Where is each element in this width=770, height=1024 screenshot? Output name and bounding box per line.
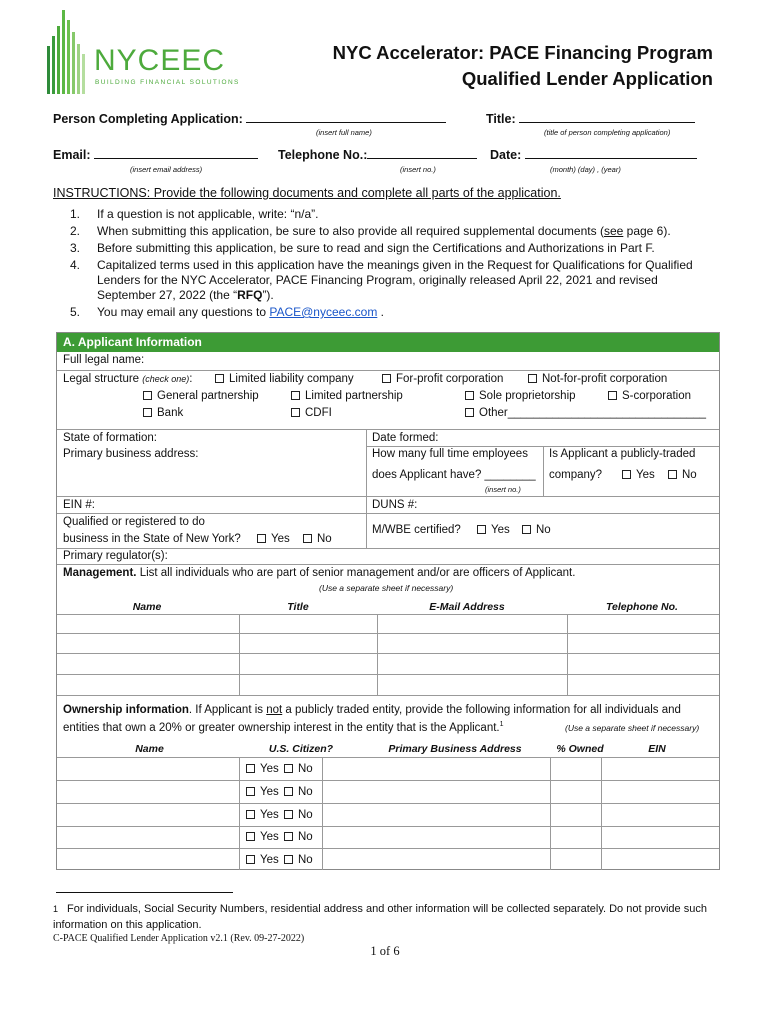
- mgmt-col-title: Title: [287, 601, 309, 613]
- citizen-row-1[interactable]: Yes No: [246, 763, 313, 775]
- email-field[interactable]: Email:: [53, 147, 258, 162]
- state-of-formation-field[interactable]: State of formation:: [63, 432, 157, 444]
- checkbox-icon: [668, 470, 677, 479]
- document-id: C-PACE Qualified Lender Application v2.1 (Rev. 09-27-2022): [53, 933, 305, 944]
- ownership-separate-sheet: (Use a separate sheet if necessary): [565, 723, 700, 733]
- checkbox-icon: [608, 391, 617, 400]
- option-llc[interactable]: Limited liability company: [215, 373, 354, 385]
- option-limited-partnership[interactable]: Limited partnership: [291, 390, 403, 402]
- duns-field[interactable]: DUNS #:: [372, 499, 418, 511]
- checkbox-icon: [291, 391, 300, 400]
- instructions-list: [70, 207, 720, 322]
- checkbox-icon: [522, 525, 531, 534]
- mgmt-col-name: Name: [132, 601, 162, 613]
- employees-input[interactable]: does Applicant have? ________: [372, 469, 536, 481]
- title-field[interactable]: Title:: [486, 111, 695, 126]
- checkbox-icon: [284, 787, 293, 796]
- ein-field[interactable]: EIN #:: [63, 499, 95, 511]
- qualified-question-2: business in the State of New York?: [63, 533, 241, 545]
- page-title-line2: Qualified Lender Application: [461, 68, 713, 89]
- option-general-partnership[interactable]: General partnership: [143, 390, 259, 402]
- checkbox-icon: [246, 810, 255, 819]
- own-col-ein: EIN: [648, 743, 666, 755]
- mwbe-no-option[interactable]: No: [522, 524, 551, 536]
- mgmt-col-email: E-Mail Address: [429, 601, 505, 613]
- footnote-divider: [56, 892, 233, 893]
- ownership-heading-2: entities that own a 20% or greater ownership interest in the entity that is the Applicant.$^1$: [63, 721, 504, 734]
- option-not-for-profit[interactable]: Not-for-profit corporation: [528, 373, 667, 385]
- telephone-hint: (insert no.): [400, 165, 436, 174]
- title-hint: (title of person completing application): [544, 128, 671, 137]
- public-no-option[interactable]: No: [668, 469, 697, 481]
- person-completing-field[interactable]: Person Completing Application:: [53, 111, 446, 126]
- option-bank[interactable]: Bank: [143, 407, 183, 419]
- section-a-header: A. Applicant Information: [57, 333, 719, 352]
- checkbox-icon: [246, 764, 255, 773]
- qualified-question: Qualified or registered to do: [63, 516, 205, 528]
- qualified-yes-option[interactable]: Yes: [257, 533, 290, 545]
- checkbox-icon: [284, 764, 293, 773]
- citizen-row-3[interactable]: Yes No: [246, 809, 313, 821]
- checkbox-icon: [284, 855, 293, 864]
- checkbox-icon: [382, 374, 391, 383]
- option-cdfi[interactable]: CDFI: [291, 407, 332, 419]
- primary-regulator-field[interactable]: Primary regulator(s):: [63, 550, 168, 562]
- citizen-row-5[interactable]: Yes No: [246, 854, 313, 866]
- nyceec-logo-icon: [47, 8, 87, 94]
- checkbox-icon: [303, 534, 312, 543]
- citizen-row-2[interactable]: Yes No: [246, 786, 313, 798]
- own-col-address: Primary Business Address: [388, 743, 522, 755]
- checkbox-icon: [215, 374, 224, 383]
- management-heading: Management. List all individuals who are part of senior management and/or are officers of Applicant.: [63, 567, 576, 579]
- checkbox-icon: [291, 408, 300, 417]
- list-item: 5. You may email any questions to PACE@nyceec.com .: [70, 305, 384, 319]
- primary-address-field[interactable]: Primary business address:: [63, 448, 199, 460]
- page-number: 1 of 6: [370, 944, 400, 958]
- checkbox-icon: [622, 470, 631, 479]
- date-hint: (month) (day) , (year): [550, 165, 621, 174]
- employees-hint: (insert no.): [485, 485, 521, 494]
- publicly-traded-answer: company?: [549, 469, 603, 481]
- title-label: Title: [486, 112, 512, 126]
- list-item: 2. When submitting this application, be sure to also provide all required supplemental documents (see page 6).: [70, 224, 671, 238]
- checkbox-icon: [477, 525, 486, 534]
- legal-structure-label: Legal structure (check one):: [63, 373, 193, 385]
- date-formed-field[interactable]: Date formed:: [372, 432, 439, 444]
- checkbox-icon: [143, 391, 152, 400]
- qualified-no-option[interactable]: No: [303, 533, 332, 545]
- checkbox-icon: [465, 408, 474, 417]
- checkbox-icon: [257, 534, 266, 543]
- checkbox-icon: [528, 374, 537, 383]
- email-hint: (insert email address): [130, 165, 203, 174]
- mwbe-question: M/WBE certified?: [372, 524, 461, 536]
- option-s-corporation[interactable]: S-corporation: [608, 390, 691, 402]
- page-title-line1: NYC Accelerator: PACE Financing Program: [332, 42, 713, 63]
- public-yes-option[interactable]: Yes: [622, 469, 655, 481]
- own-col-owned: % Owned: [556, 743, 604, 755]
- checkbox-icon: [465, 391, 474, 400]
- checkbox-icon: [246, 832, 255, 841]
- management-separate-sheet: (Use a separate sheet if necessary): [319, 583, 454, 593]
- option-other[interactable]: Other_______________________________: [465, 407, 706, 419]
- own-col-citizen: U.S. Citizen?: [268, 743, 334, 755]
- email-label: Email: [53, 148, 87, 162]
- logo-tagline: BUILDING FINANCIAL SOLUTIONS: [95, 79, 240, 86]
- list-item: 3. Before submitting this application, be sure to read and sign the Certifications and Authorizations in Part F.: [70, 241, 655, 255]
- email-link[interactable]: PACE@nyceec.com: [269, 305, 378, 319]
- mgmt-col-phone: Telephone No.: [606, 601, 678, 613]
- own-col-name: Name: [135, 743, 164, 755]
- ownership-heading: Ownership information. If Applicant is not a publicly traded entity, provide the following information for all individuals and: [63, 704, 681, 716]
- applicant-information-form: [56, 332, 720, 870]
- person-hint: (insert full name): [316, 128, 372, 137]
- checkbox-icon: [246, 787, 255, 796]
- checkbox-icon: [143, 408, 152, 417]
- date-label: Date: [490, 148, 518, 162]
- full-legal-name-field[interactable]: Full legal name:: [63, 354, 145, 366]
- logo-name: NYCEEC: [94, 44, 226, 77]
- option-for-profit[interactable]: For-profit corporation: [382, 373, 503, 385]
- telephone-label: Telephone No.: [278, 148, 364, 162]
- instructions-heading: INSTRUCTIONS: Provide the following documents and complete all parts of the application.: [53, 186, 561, 200]
- option-sole-proprietorship[interactable]: Sole proprietorship: [465, 390, 576, 402]
- mwbe-yes-option[interactable]: Yes: [477, 524, 510, 536]
- list-item: 4. Capitalized terms used in this application have the meanings given in the Request for Qualifications for Qualified Lenders for the NYC Accelerator, PACE Financing Program, originally released April 22, 2021 and revised September 27, 2022 (the “RFQ”).: [70, 258, 693, 302]
- footnote: 1 For individuals, Social Security Numbers, residential address and other information will be collected separately. Do not provide such information on this application.: [53, 903, 707, 931]
- telephone-field[interactable]: Telephone No.:: [278, 147, 477, 162]
- date-field[interactable]: Date:: [490, 147, 697, 162]
- checkbox-icon: [284, 832, 293, 841]
- list-item: 1. If a question is not applicable, write: “n/a”.: [70, 207, 319, 221]
- person-label: Person Completing Application: [53, 112, 239, 126]
- citizen-row-4[interactable]: Yes No: [246, 831, 313, 843]
- checkbox-icon: [284, 810, 293, 819]
- publicly-traded-question: Is Applicant a publicly-traded: [549, 448, 696, 460]
- checkbox-icon: [246, 855, 255, 864]
- employees-question: How many full time employees: [372, 448, 528, 460]
